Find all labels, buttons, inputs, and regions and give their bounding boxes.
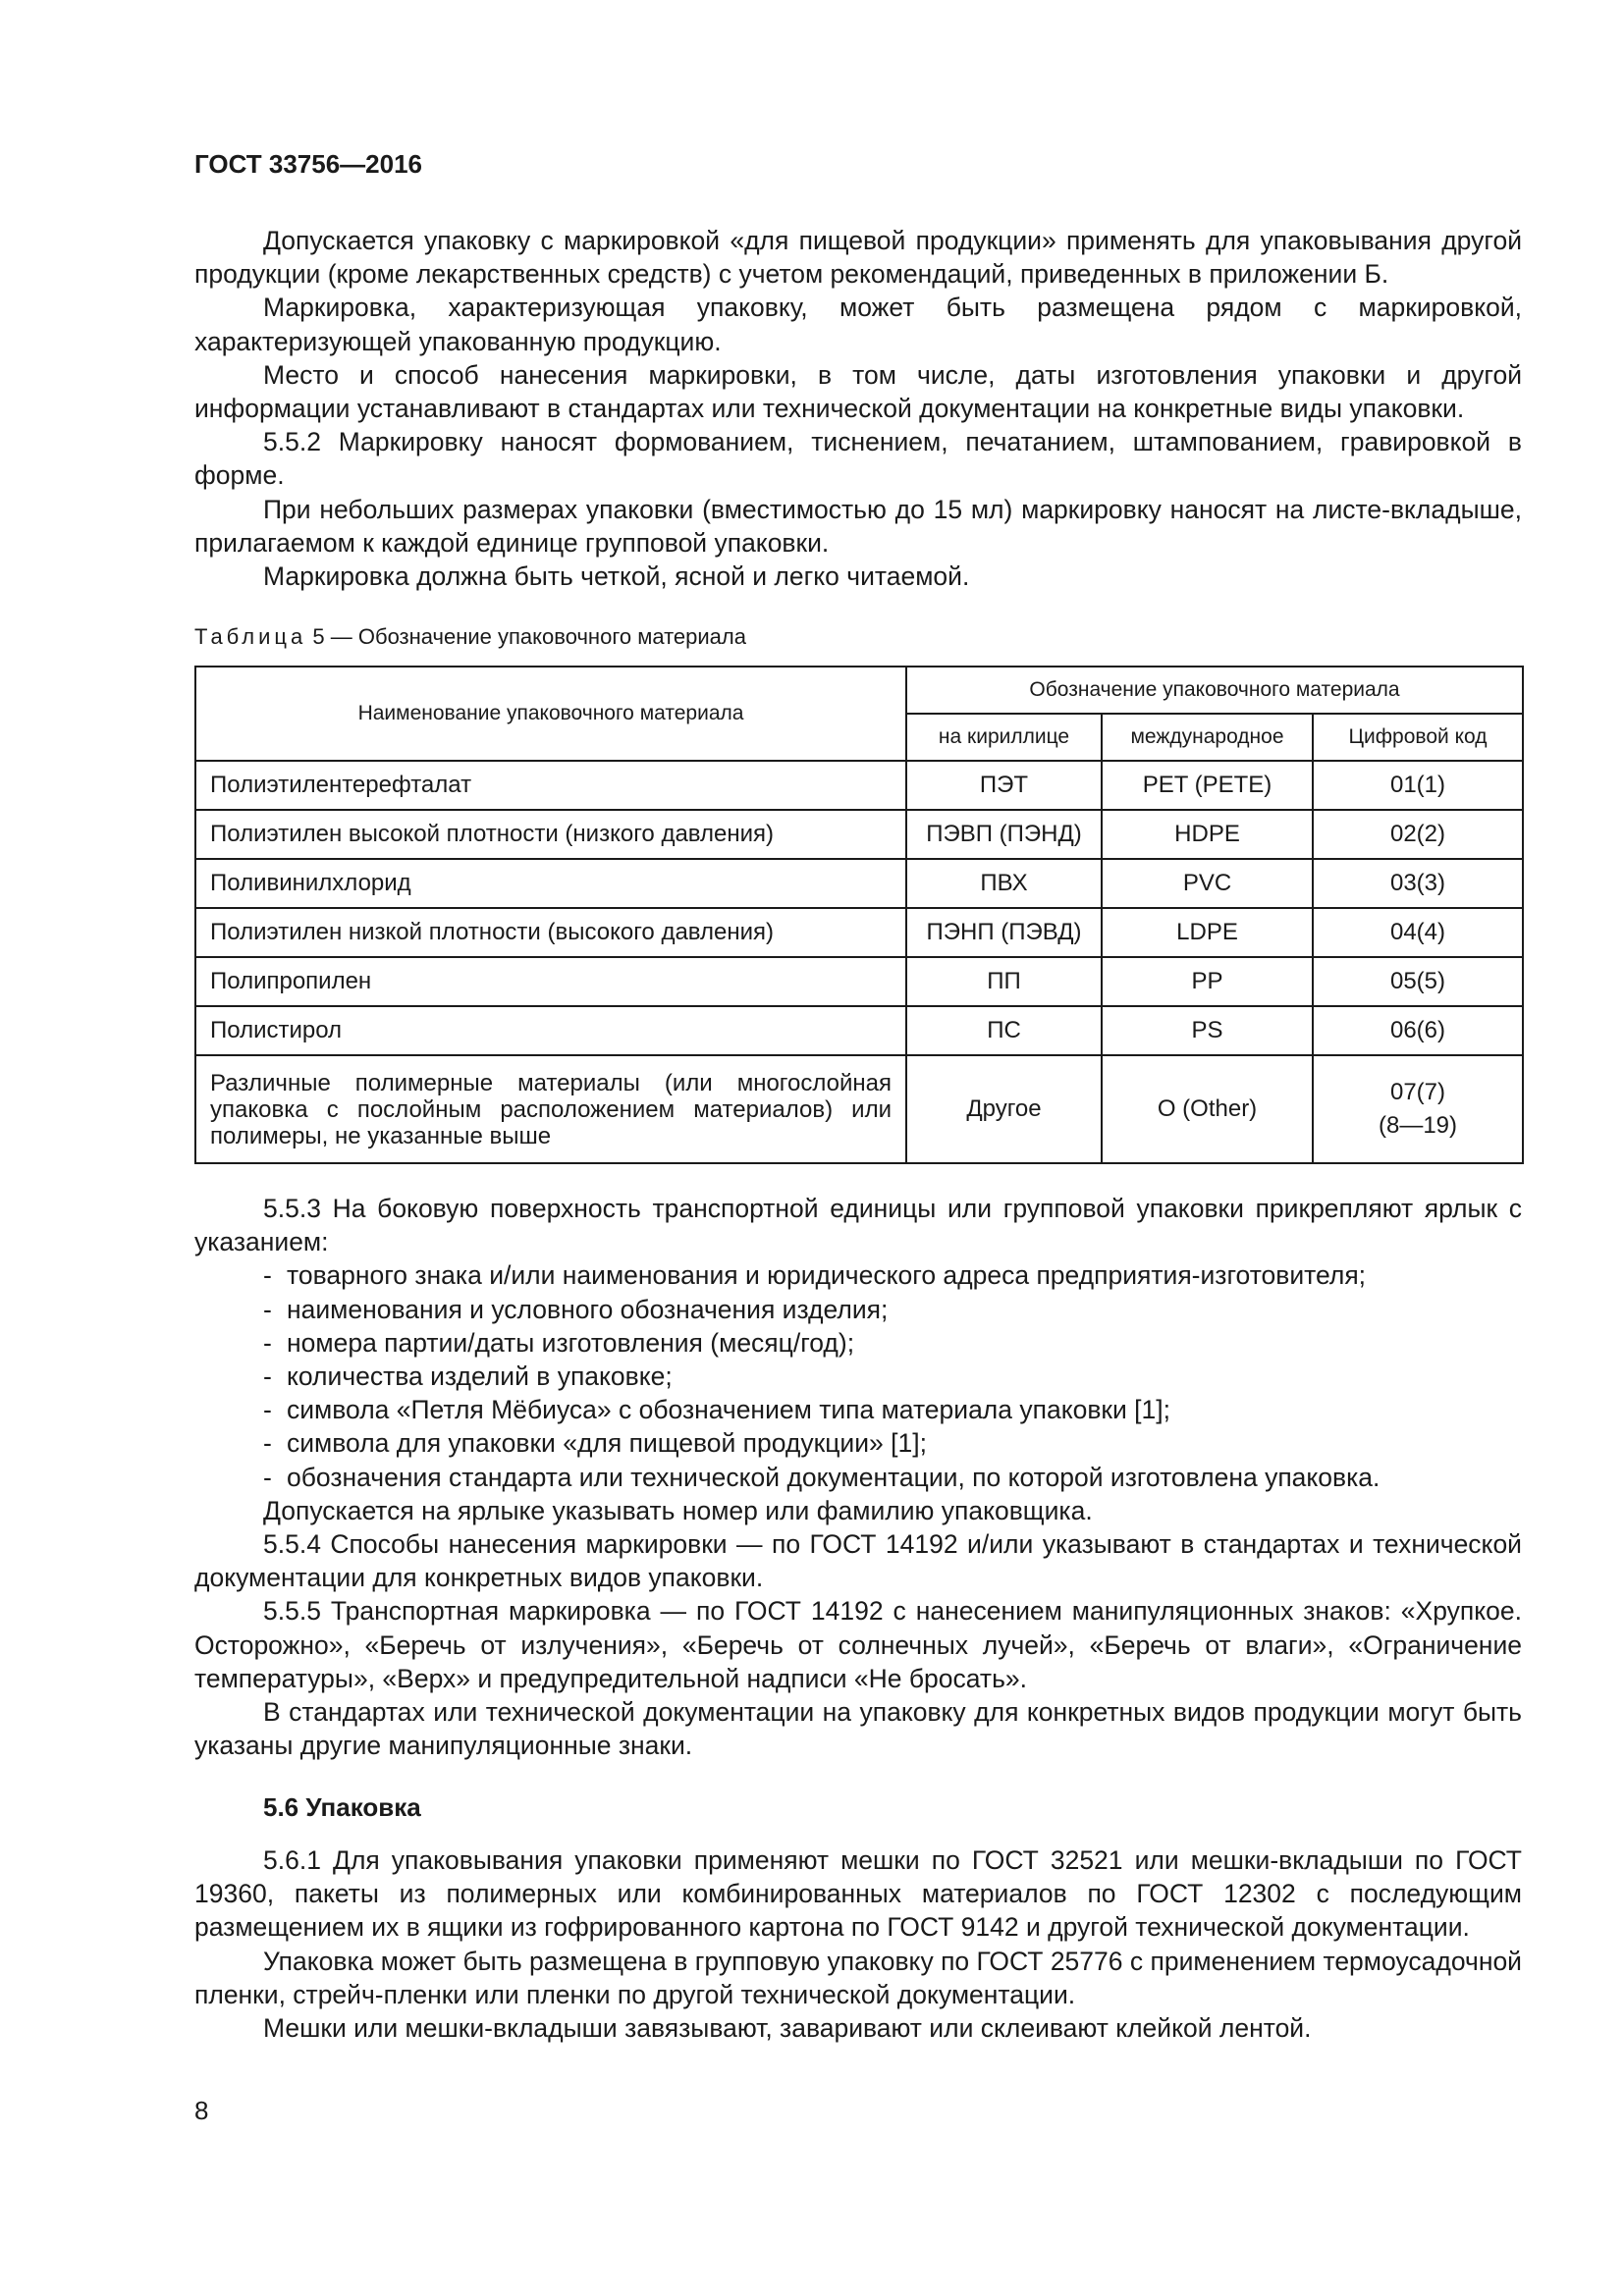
- table-row: [195, 1006, 1523, 1055]
- paragraph: 5.5.3 На боковую поверхность транспортной единицы или групповой упаковки прикрепляют ярлык с указанием:: [194, 1194, 1522, 1257]
- cell-cyrillic: ПЭНП (ПЭВД): [906, 908, 1102, 957]
- list-item-text: количества изделий в упаковке;: [287, 1362, 673, 1392]
- table-row: [195, 810, 1523, 859]
- cell-code: 02(2): [1313, 810, 1523, 859]
- document-page: [194, 0, 1522, 2296]
- paragraph: Упаковка может быть размещена в групповую упаковку по ГОСТ 25776 с применением термоусадочной пленки, стрейч-пленки или пленки по другой технической документации.: [194, 1946, 1522, 2009]
- header-group: Обозначение упаковочного материала: [906, 667, 1523, 714]
- paragraph: Допускается на ярлыке указывать номер или фамилию упаковщика.: [263, 1495, 1093, 1525]
- cell-code: 01(1): [1313, 761, 1523, 810]
- paragraphs-top: [194, 224, 1522, 593]
- section-title: 5.6 Упаковка: [263, 1792, 421, 1822]
- table-caption: [194, 624, 746, 650]
- cell-name: Полиэтилентерефталат: [195, 761, 906, 810]
- list-item: [194, 1293, 1522, 1326]
- cell-cyrillic: ПВХ: [906, 859, 1102, 908]
- paragraph: Маркировка, характеризующая упаковку, может быть размещена рядом с маркировкой, характеризующей упакованную продукцию.: [194, 293, 1522, 356]
- section-5-5-3: [194, 1192, 1522, 1762]
- cell-name: Поливинилхлорид: [195, 859, 906, 908]
- cell-international: PET (PETE): [1102, 761, 1313, 810]
- table-row: [195, 908, 1523, 957]
- document-header: ГОСТ 33756—2016: [194, 149, 422, 179]
- paragraph: Допускается упаковку с маркировкой «для пищевой продукции» применять для упаковывания другой продукции (кроме лекарственных средств) с учетом рекомендаций, приведенных в приложении Б.: [194, 226, 1522, 290]
- cell-cyrillic: Другое: [906, 1055, 1102, 1163]
- list-item-text: символа для упаковки «для пищевой продукции» [1];: [287, 1428, 927, 1459]
- cell-international: O (Other): [1102, 1055, 1313, 1163]
- header-name: Наименование упаковочного материала: [195, 667, 906, 761]
- cell-code: 06(6): [1313, 1006, 1523, 1055]
- dash-marker: -: [263, 1395, 272, 1425]
- paragraph: 5.5.4 Способы нанесения маркировки — по ГОСТ 14192 и/или указывают в стандартах и технической документации для конкретных видов упаковки.: [194, 1529, 1522, 1593]
- page-number: 8: [194, 2096, 209, 2125]
- table-header-row: [195, 667, 1523, 714]
- cell-name: Полистирол: [195, 1006, 906, 1055]
- cell-international: HDPE: [1102, 810, 1313, 859]
- list-item-text: номера партии/даты изготовления (месяц/год);: [287, 1327, 855, 1358]
- list-item: [194, 1326, 1522, 1360]
- cell-cyrillic: ПЭТ: [906, 761, 1102, 810]
- cell-name: Полиэтилен низкой плотности (высокого давления): [195, 908, 906, 957]
- table-row: [195, 957, 1523, 1006]
- cell-name: Полиэтилен высокой плотности (низкого давления): [195, 810, 906, 859]
- cell-code: 05(5): [1313, 957, 1523, 1006]
- list-item: [194, 1258, 1522, 1292]
- paragraph: В стандартах или технической документации на упаковку для конкретных видов продукции могут быть указаны другие манипуляционные знаки.: [194, 1697, 1522, 1761]
- list-item: [194, 1426, 1522, 1460]
- cell-code: 04(4): [1313, 908, 1523, 957]
- dash-marker: -: [263, 1462, 272, 1492]
- paragraph: Место и способ нанесения маркировки, в том числе, даты изготовления упаковки и другой информации устанавливают в стандартах или технической документации на конкретные виды упаковки.: [194, 359, 1522, 424]
- paragraph: Мешки или мешки-вкладыши завязывают, заваривают или склеивают клейкой лентой.: [263, 2013, 1312, 2044]
- cell-name: Различные полимерные материалы (или многослойная упаковка с послойным расположением материалов) или полимеры, не указанные выше: [195, 1055, 906, 1163]
- table-row: [195, 761, 1523, 810]
- cell-international: PS: [1102, 1006, 1313, 1055]
- list-item-text: наименования и условного обозначения изделия;: [287, 1294, 889, 1324]
- dash-marker: -: [263, 1428, 272, 1459]
- list-item-text: обозначения стандарта или технической документации, по которой изготовлена упаковка.: [287, 1462, 1380, 1492]
- table-row: [195, 1055, 1523, 1163]
- cell-code: [1313, 1055, 1523, 1163]
- cell-code-range: (8—19): [1378, 1112, 1458, 1139]
- paragraph: Маркировка должна быть четкой, ясной и легко читаемой.: [263, 561, 970, 592]
- cell-cyrillic: ПЭВП (ПЭНД): [906, 810, 1102, 859]
- list-item-text: символа «Петля Мёбиуса» с обозначением типа материала упаковки [1];: [287, 1395, 1171, 1425]
- list-item: [194, 1393, 1522, 1426]
- cell-international: PVC: [1102, 859, 1313, 908]
- table-row: [195, 859, 1523, 908]
- list-item-text: товарного знака и/или наименования и юридического адреса предприятия-изготовителя;: [287, 1260, 1367, 1291]
- header-cyrillic: на кириллице: [906, 714, 1102, 761]
- header-international: международное: [1102, 714, 1313, 761]
- list-item: [194, 1461, 1522, 1494]
- dash-marker: -: [263, 1362, 272, 1392]
- cell-cyrillic: ПС: [906, 1006, 1102, 1055]
- header-code: Цифровой код: [1313, 714, 1523, 761]
- cell-code-line: 07(7): [1389, 1079, 1446, 1105]
- cell-international: LDPE: [1102, 908, 1313, 957]
- cell-international: PP: [1102, 957, 1313, 1006]
- label-requirements-list: [194, 1258, 1522, 1493]
- paragraph: 5.6.1 Для упаковывания упаковки применяют мешки по ГОСТ 32521 или мешки-вкладыши по ГОСТ 19360, пакеты из полимерных или комбинированных материалов по ГОСТ 12302 с последующим размещением их в ящики из гофрированного картона по ГОСТ 9142 и другой технической документации.: [194, 1845, 1522, 1943]
- cell-cyrillic: ПП: [906, 957, 1102, 1006]
- dash-marker: -: [263, 1260, 272, 1291]
- materials-table: [194, 666, 1524, 1164]
- paragraph: При небольших размерах упаковки (вместимостью до 15 мл) маркировку наносят на листе-вкладыше, прилагаемом к каждой единице групповой упаковки.: [194, 494, 1522, 558]
- cell-code: 03(3): [1313, 859, 1523, 908]
- paragraph: 5.5.5 Транспортная маркировка — по ГОСТ 14192 с нанесением манипуляционных знаков: «Хрупкое. Осторожно», «Беречь от излучения», «Беречь от солнечных лучей», «Беречь от влаги», «Ограничение температуры», «Верх» и предупредительной надписи «Не бросать».: [194, 1596, 1522, 1693]
- section-5-6: [194, 1843, 1522, 2045]
- dash-marker: -: [263, 1294, 272, 1324]
- cell-name: Полипропилен: [195, 957, 906, 1006]
- list-item: [194, 1360, 1522, 1393]
- table-caption-word: Таблица: [194, 624, 307, 649]
- table-caption-text: 5 — Обозначение упаковочного материала: [312, 624, 746, 649]
- paragraph: 5.5.2 Маркировку наносят формованием, тиснением, печатанием, штампованием, гравировкой в форме.: [194, 427, 1522, 491]
- dash-marker: -: [263, 1327, 272, 1358]
